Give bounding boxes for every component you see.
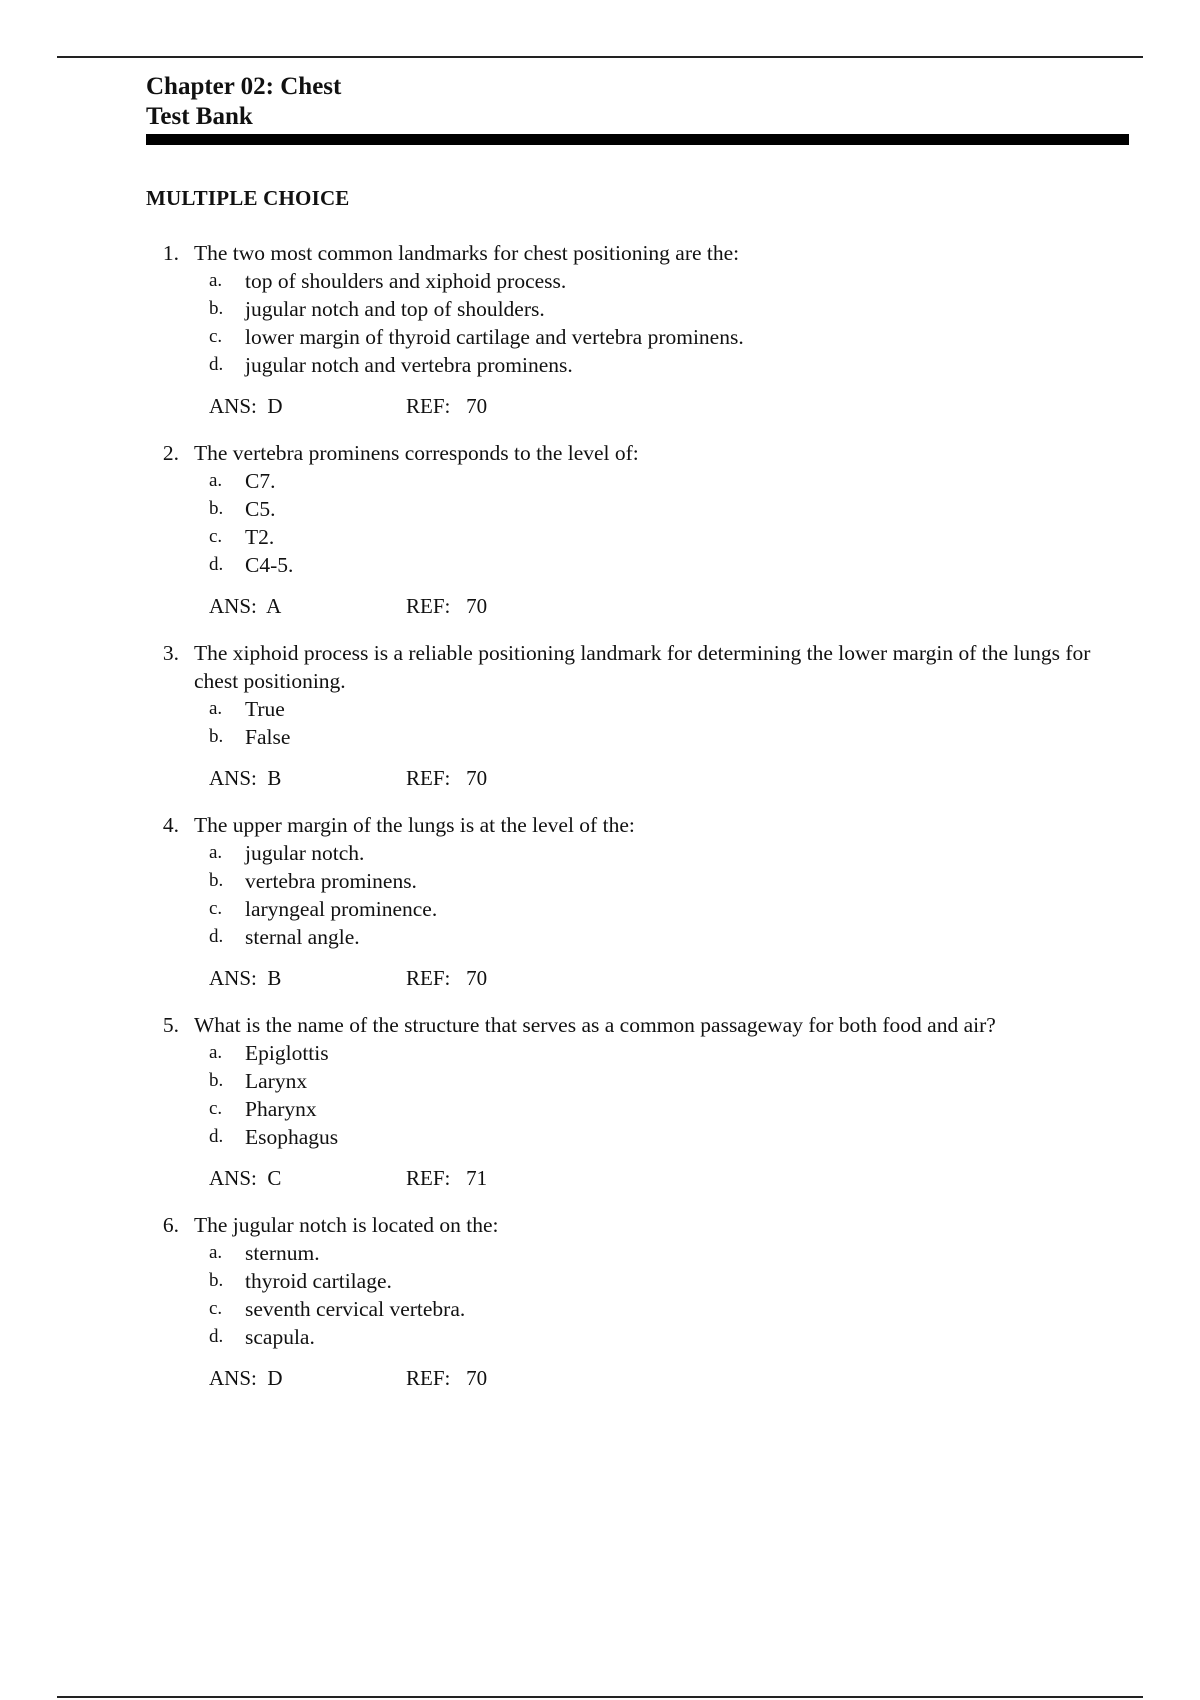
answer-option [209, 723, 1136, 751]
reference-page: REF: 71 [406, 1166, 488, 1190]
option-letter: b. [209, 870, 224, 891]
option-letter: b. [209, 726, 224, 747]
answer-key: ANS: A [209, 594, 282, 618]
question-list [146, 239, 1136, 1411]
option-letter: c. [209, 1298, 223, 1319]
answer-option [209, 1123, 1136, 1151]
option-letter: c. [209, 1098, 223, 1119]
question-text: The vertebra prominens corresponds to the level of: [194, 441, 639, 465]
answer-option [209, 839, 1136, 867]
question-stem [146, 639, 1136, 695]
answer-key: ANS: B [209, 766, 282, 790]
answer-options [146, 695, 1136, 751]
question-text: What is the name of the structure that serves as a common passageway for both food and air? [194, 1013, 996, 1037]
option-text: C7. [245, 469, 276, 493]
section-title: MULTIPLE CHOICE [146, 186, 350, 210]
option-text: False [245, 725, 291, 749]
question-text: The upper margin of the lungs is at the level of the: [194, 813, 635, 837]
answer-key: ANS: D [209, 394, 283, 418]
option-text: seventh cervical vertebra. [245, 1297, 466, 1321]
question-stem [146, 439, 1136, 467]
option-letter: b. [209, 1270, 224, 1291]
option-text: jugular notch and top of shoulders. [245, 297, 545, 321]
reference-page: REF: 70 [406, 766, 488, 790]
question-item [146, 1011, 1136, 1192]
answer-options [146, 467, 1136, 579]
question-text: The jugular notch is located on the: [194, 1213, 499, 1237]
option-letter: c. [209, 526, 223, 547]
answer-option [209, 1095, 1136, 1123]
question-item [146, 239, 1136, 420]
answer-key-row [146, 964, 1136, 992]
question-number: 4. [162, 813, 179, 837]
answer-key-row [146, 392, 1136, 420]
answer-option [209, 1323, 1136, 1351]
question-number: 1. [162, 241, 179, 265]
option-letter: b. [209, 298, 224, 319]
answer-key-row [146, 1164, 1136, 1192]
option-text: Larynx [245, 1069, 308, 1093]
question-item [146, 439, 1136, 620]
option-letter: d. [209, 926, 224, 947]
option-text: Esophagus [245, 1125, 339, 1149]
option-letter: d. [209, 354, 224, 375]
question-number: 3. [162, 641, 179, 665]
answer-option [209, 523, 1136, 551]
answer-option [209, 1039, 1136, 1067]
reference-page: REF: 70 [406, 966, 488, 990]
option-letter: d. [209, 1126, 224, 1147]
reference-page: REF: 70 [406, 594, 488, 618]
answer-options [146, 1239, 1136, 1351]
question-stem [146, 1011, 1136, 1039]
answer-option [209, 467, 1136, 495]
option-letter: a. [209, 1242, 223, 1263]
option-text: Pharynx [245, 1097, 317, 1121]
top-rule [57, 56, 1143, 58]
option-text: Epiglottis [245, 1041, 329, 1065]
option-text: top of shoulders and xiphoid process. [245, 269, 567, 293]
answer-options [146, 839, 1136, 951]
option-letter: a. [209, 1042, 223, 1063]
question-text: The xiphoid process is a reliable positioning landmark for determining the lower margin of the lungs for chest positioning. [194, 641, 1091, 693]
option-letter: c. [209, 326, 223, 347]
bottom-rule [57, 1696, 1143, 1698]
page-header [146, 72, 341, 132]
answer-key: ANS: D [209, 1366, 283, 1390]
answer-option [209, 1067, 1136, 1095]
answer-key-row [146, 592, 1136, 620]
answer-option [209, 351, 1136, 379]
question-stem [146, 1211, 1136, 1239]
option-text: True [245, 697, 285, 721]
option-text: C4-5. [245, 553, 294, 577]
answer-option [209, 695, 1136, 723]
answer-option [209, 1295, 1136, 1323]
option-letter: b. [209, 1070, 224, 1091]
question-text: The two most common landmarks for chest positioning are the: [194, 241, 740, 265]
answer-options [146, 267, 1136, 379]
option-text: T2. [245, 525, 275, 549]
question-item [146, 639, 1136, 792]
answer-option [209, 551, 1136, 579]
option-text: jugular notch. [245, 841, 365, 865]
option-letter: a. [209, 270, 223, 291]
option-text: vertebra prominens. [245, 869, 417, 893]
option-letter: d. [209, 1326, 224, 1347]
question-stem [146, 811, 1136, 839]
option-text: lower margin of thyroid cartilage and vertebra prominens. [245, 325, 744, 349]
answer-option [209, 1239, 1136, 1267]
option-letter: c. [209, 898, 223, 919]
question-stem [146, 239, 1136, 267]
option-letter: a. [209, 842, 223, 863]
answer-option [209, 923, 1136, 951]
question-item [146, 1211, 1136, 1392]
answer-option [209, 1267, 1136, 1295]
answer-key: ANS: C [209, 1166, 282, 1190]
question-number: 6. [162, 1213, 179, 1237]
chapter-title: Chapter 02: Chest [146, 73, 342, 100]
option-letter: a. [209, 698, 223, 719]
option-letter: a. [209, 470, 223, 491]
answer-option [209, 295, 1136, 323]
chapter-subtitle: Test Bank [146, 103, 253, 130]
reference-page: REF: 70 [406, 1366, 488, 1390]
option-text: laryngeal prominence. [245, 897, 438, 921]
answer-option [209, 495, 1136, 523]
question-number: 2. [162, 441, 179, 465]
answer-option [209, 895, 1136, 923]
answer-options [146, 1039, 1136, 1151]
answer-option [209, 267, 1136, 295]
answer-option [209, 867, 1136, 895]
reference-page: REF: 70 [406, 394, 488, 418]
option-letter: d. [209, 554, 224, 575]
question-number: 5. [162, 1013, 179, 1037]
question-item [146, 811, 1136, 992]
answer-key-row [146, 764, 1136, 792]
option-text: sternum. [245, 1241, 320, 1265]
answer-key-row [146, 1364, 1136, 1392]
option-letter: b. [209, 498, 224, 519]
option-text: scapula. [245, 1325, 315, 1349]
option-text: sternal angle. [245, 925, 360, 949]
option-text: C5. [245, 497, 276, 521]
answer-key: ANS: B [209, 966, 282, 990]
answer-option [209, 323, 1136, 351]
option-text: thyroid cartilage. [245, 1269, 392, 1293]
option-text: jugular notch and vertebra prominens. [245, 353, 573, 377]
header-bar [146, 134, 1129, 145]
